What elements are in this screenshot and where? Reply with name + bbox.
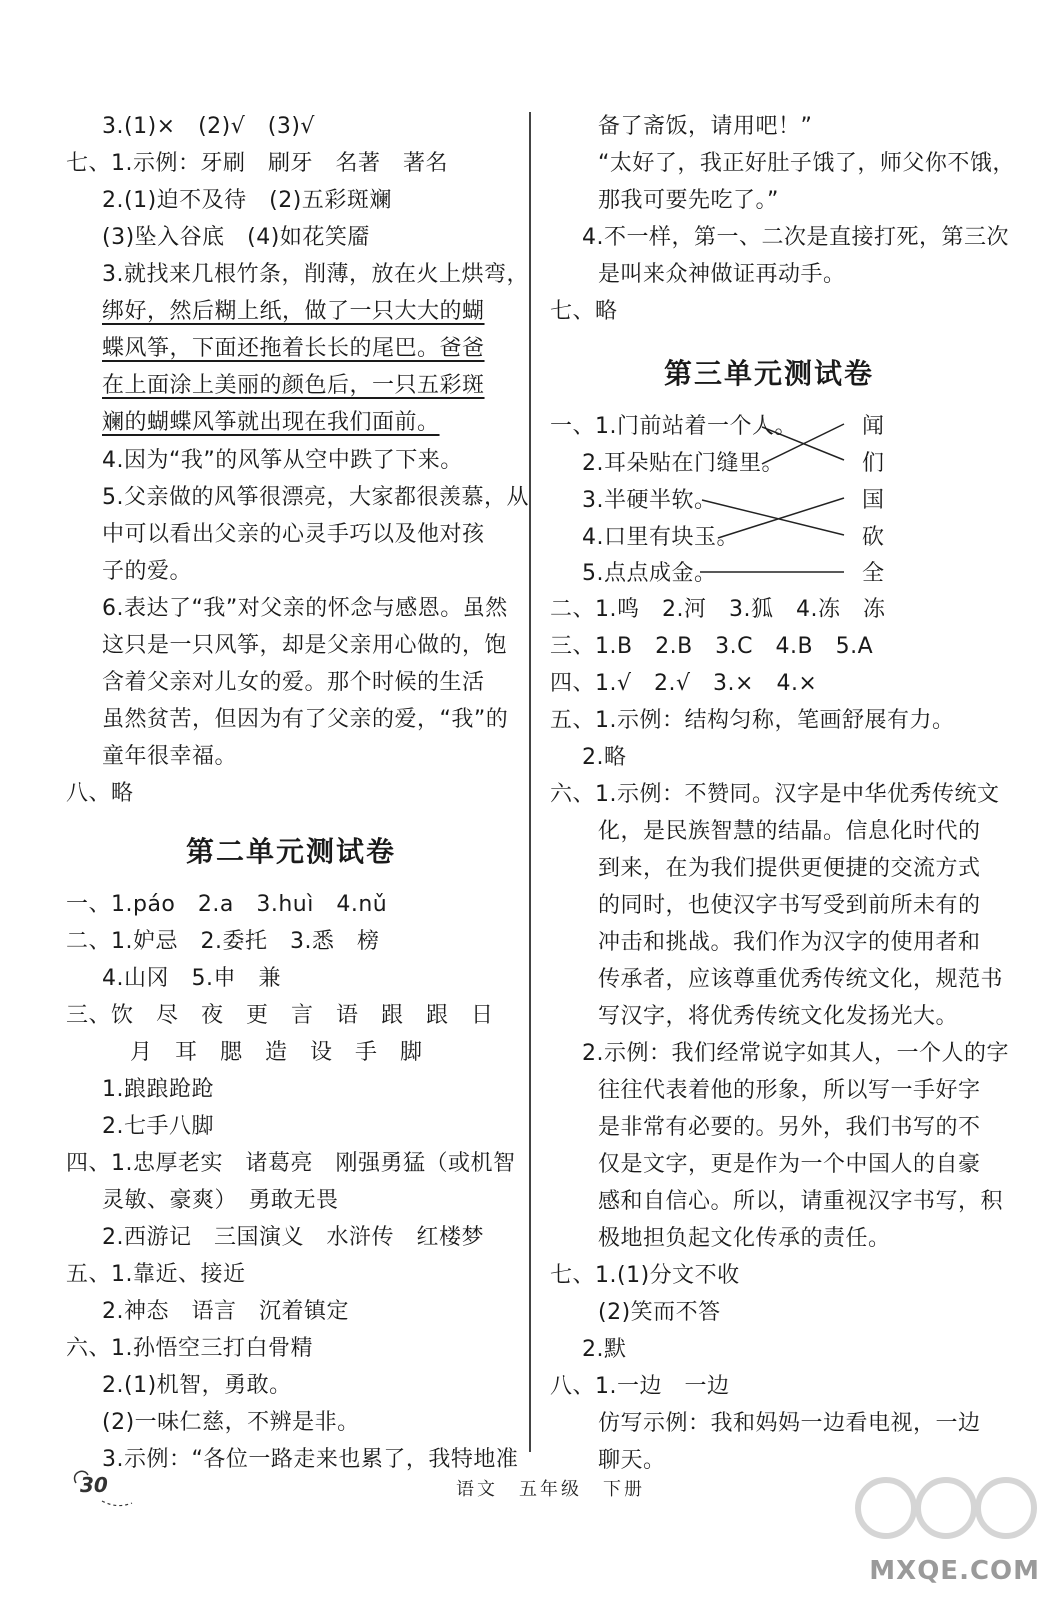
answer-line: 三、1.B 2.B 3.C 4.B 5.A xyxy=(550,634,874,659)
answer-line: 2.略 xyxy=(582,745,627,770)
answer-line: 1.踉踉跄跄 xyxy=(102,1077,214,1102)
answer-line: 七、1.(1)分文不收 xyxy=(550,1263,740,1288)
answer-line: 这只是一只风筝，却是父亲用心做的，饱 xyxy=(102,633,508,658)
answer-line: 六、1.示例：不赞同。汉字是中华优秀传统文 xyxy=(550,782,1000,807)
answer-line: 化，是民族智慧的结晶。信息化时代的 xyxy=(598,819,981,844)
answer-line: 极地担负起文化传承的责任。 xyxy=(598,1226,891,1251)
answer-line: 往往代表着他的形象，所以写一手好字 xyxy=(598,1078,981,1103)
match-right-char: 国 xyxy=(862,488,885,513)
answer-line: 四、1.√ 2.√ 3.× 4.× xyxy=(550,671,818,696)
answer-line: 写汉字，将优秀传统文化发扬光大。 xyxy=(598,1004,959,1029)
answer-line: 4.不一样，第一、二次是直接打死，第三次 xyxy=(582,225,1009,250)
answer-line: 6.表达了“我”对父亲的怀念与感恩。虽然 xyxy=(102,596,508,621)
answer-line: 五、1.靠近、接近 xyxy=(66,1262,246,1287)
answer-line: 4.因为“我”的风筝从空中跌了下来。 xyxy=(102,448,463,473)
answer-line: 五、1.示例：结构匀称，笔画舒展有力。 xyxy=(550,708,955,733)
answer-line: 四、1.忠厚老实 诸葛亮 刚强勇猛（或机智 xyxy=(66,1151,516,1176)
answer-line: 4.山冈 5.申 兼 xyxy=(102,966,281,991)
answer-line: 八、1.一边 一边 xyxy=(550,1374,730,1399)
answer-line: 2.西游记 三国演义 水浒传 红楼梦 xyxy=(102,1225,484,1250)
answer-line: 2.神态 语言 沉着镇定 xyxy=(102,1299,349,1324)
answer-line: 三、饮 尽 夜 更 言 语 跟 跟 日 xyxy=(66,1003,494,1028)
answer-line: 2.七手八脚 xyxy=(102,1114,214,1139)
answer-line: 八、略 xyxy=(66,781,134,806)
answer-line: 到来，在为我们提供更便捷的交流方式 xyxy=(598,856,981,881)
answer-line: 月 耳 腮 造 设 手 脚 xyxy=(130,1040,423,1065)
answer-line: 是叫来众神做证再动手。 xyxy=(598,262,846,287)
answer-line: 二、1.妒忌 2.委托 3.悉 榜 xyxy=(66,929,380,954)
answer-line: 聊天。 xyxy=(598,1448,666,1473)
answer-line: 那我可要先吃了。” xyxy=(598,188,779,213)
answer-line: 六、1.孙悟空三打白骨精 xyxy=(66,1336,313,1361)
answer-line-underlined: 绑好，然后糊上纸，做了一只大大的蝴 xyxy=(102,299,485,324)
answer-line: (3)坠入谷底 (4)如花笑靥 xyxy=(102,225,370,250)
section-title: 第二单元测试卷 xyxy=(186,835,397,868)
match-right-char: 们 xyxy=(862,451,885,476)
book-info: 语文 五年级 下册 xyxy=(456,1479,645,1500)
answer-line: 灵敏、豪爽） 勇敢无畏 xyxy=(102,1188,339,1213)
answer-line: 仅是文字，更是作为一个中国人的自豪 xyxy=(598,1152,981,1177)
answer-line: 子的爱。 xyxy=(102,559,193,584)
watermark-text: MXQE.COM xyxy=(869,1556,1040,1586)
answer-line: 备了斋饭，请用吧！” xyxy=(598,114,813,139)
answer-line: 童年很幸福。 xyxy=(102,744,238,769)
answer-line: (2)一味仁慈，不辨是非。 xyxy=(102,1410,360,1435)
answer-line: 的同时，也使汉字书写受到前所未有的 xyxy=(598,893,981,918)
match-left-item: 3.半硬半软。 xyxy=(582,488,717,513)
answer-line: 5.父亲做的风筝很漂亮，大家都很羡慕，从 xyxy=(102,485,529,510)
page-number: 30 xyxy=(80,1473,108,1497)
match-left-item: 5.点点成金。 xyxy=(582,561,717,586)
answer-line: 2.(1)机智，勇敢。 xyxy=(102,1373,292,1398)
answer-line-underlined: 斓的蝴蝶风筝就出现在我们面前。 xyxy=(102,410,440,435)
match-left-item: 4.口里有块玉。 xyxy=(582,525,739,550)
match-left-item: 一、1.门前站着一个人。 xyxy=(550,414,797,439)
answer-line: 2.示例：我们经常说字如其人，一个人的字 xyxy=(582,1041,1009,1066)
answer-line: 传承者，应该尊重优秀传统文化，规范书 xyxy=(598,967,1004,992)
answer-line-underlined: 蝶风筝，下面还拖着长长的尾巴。爸爸 xyxy=(102,336,485,361)
column-divider xyxy=(529,112,531,1452)
answer-line: 一、1.páo 2.a 3.huì 4.nǔ xyxy=(66,892,388,917)
match-right-char: 闻 xyxy=(862,414,885,439)
answer-line: 感和自信心。所以，请重视汉字书写，积 xyxy=(598,1189,1004,1214)
answer-line: 冲击和挑战。我们作为汉字的使用者和 xyxy=(598,930,981,955)
match-left-item: 2.耳朵贴在门缝里。 xyxy=(582,451,784,476)
answer-line: 七、1.示例：牙刷 刷牙 名著 著名 xyxy=(66,151,448,176)
answer-line: 3.就找来几根竹条，削薄，放在火上烘弯， xyxy=(102,262,529,287)
answer-line: 2.默 xyxy=(582,1337,627,1362)
match-right-char: 砍 xyxy=(862,525,885,550)
matching-lines xyxy=(550,112,1020,592)
answer-line: 中可以看出父亲的心灵手巧以及他对孩 xyxy=(102,522,485,547)
answer-line: 是非常有必要的。另外，我们书写的不 xyxy=(598,1115,981,1140)
answer-line: (2)笑而不答 xyxy=(598,1300,721,1325)
answer-line: 2.(1)迫不及待 (2)五彩斑斓 xyxy=(102,188,392,213)
answer-line: 七、略 xyxy=(550,299,618,324)
section-title: 第三单元测试卷 xyxy=(664,357,875,390)
answer-line: 含着父亲对儿女的爱。那个时候的生活 xyxy=(102,670,485,695)
answer-line: 虽然贫苦，但因为有了父亲的爱，“我”的 xyxy=(102,707,509,732)
answer-line-underlined: 在上面涂上美丽的颜色后，一只五彩斑 xyxy=(102,373,485,398)
answer-line: “太好了，我正好肚子饿了，师父你不饿， xyxy=(598,151,1015,176)
answer-line: 二、1.鸣 2.河 3.狐 4.冻 冻 xyxy=(550,597,886,622)
answer-line: 3.示例：“各位一路走来也累了，我特地准 xyxy=(102,1447,519,1472)
answer-line: 3.(1)× (2)√ (3)√ xyxy=(102,114,315,139)
answer-line: 仿写示例：我和妈妈一边看电视，一边 xyxy=(598,1411,981,1436)
match-right-char: 全 xyxy=(862,561,885,586)
